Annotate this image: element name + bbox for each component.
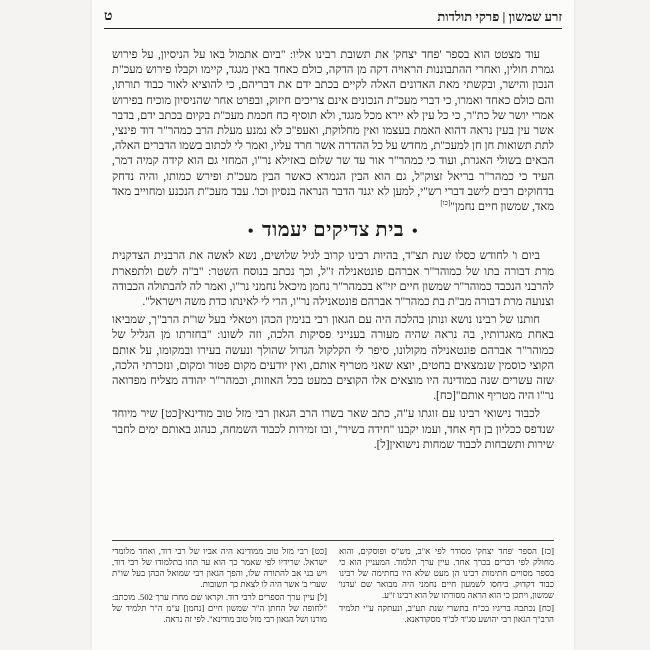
footnote-column-right [339, 546, 554, 646]
footnote-divider [112, 540, 554, 541]
paragraph-wedding: ביום ו' לחודש כסלו שנת תצ"ד, בהיות רבינו קרוב לגיל שלושים, נשא לאשה את הרבנית הצדקנית מרת דבורה בתו של כמוהר"ר אברהם פונטאנילה ז"ל, וכך נכתב בנוסח השטר: "ב"ה לשם ולתפארת להרבני הנכבד כמוהר"ר שמשון חיים יזי"א בכמהר"ר נחמן מיכאל נחמני נר"ו, ואמר לה להבתולה הכבודה וצנועה מרת דבורה מב"ת בת כמהר"ר אברהם פונטאנילה נר"ו, הרי לי לאינתו כדת משה וישראל". [112, 250, 554, 309]
footnote-29: [כט] רבי מזל טוב ממודינא היה אביו של רבי דוד, ואחד מלומדי ישראל. שרידיו לפי שאמר כך הוא עד תחו בתלמודו של רבי דוד, ויש בני אב להתורה שלו, והפך הגאון רבי שמואל הכהן בעל שו"ת שערי ב' אשר היה לו לצאת כך תשובות. [112, 546, 327, 589]
running-head [104, 6, 562, 29]
footnote-column-left [112, 546, 327, 646]
page-number: ט [104, 9, 113, 24]
paragraph-quote-text: עוד מצטט הוא בספר 'פחד יצחק' את תשובת רבינו אליו: "ביום אתמול באו על הניסיון, על פירוש גמרת חולין, ואחרי ההתבוננות הראויה דקה מן הדקה, כולם כאחד באין מגגד, קיימו וקבלו פירוש מעכ"ת הנכון והישר, ובקשתי מאת האדונים האלה לקיים בכתב ידם את דבריהם, כי להוציא לאור כבוד תורתו, והם כולם כאחד ואמרו, כי דברי מעכ"ת הנכונים אינם צריכים חיזוק, ובפרט אחר שהניסיון מוכיח בפירוש אמרי יושר של כת"ר, כי כל עין לא יירא מכל מגגד, ולא תוסיף כח חכמת מעכ"ת בקיום בכתב ידם, בדבר אשר עין בעין נראה דהוא האמת בעצמו ואין מחלוקת, ואעפ"כ לא נמנע מעלת הרב כמהר"ר דוד פינצי, לתת תשואות חן חן למעכ"ת, מחדש על כל ההדרה אשר חרד עליו, ואמר לי לכתוב בשמו הדברים האלה, הבאים בשולי האגרת, ועוד כי כמהר"ר אור עד שר שלום באזילא נר"ו, המחזי גם הוא קידה קמיה דמר, העיד כי כמהר"ר בריאל זצוק"ל, גם הוא הבין הגמרא כאשר הבין מעכ"ת ופירש כמותו, והיה נדחק בדחוקים רבים לישב דברי רש"י, למען לא יגנד הדבר הנראה בנסיון וכו'. עבד מעכ"ת הנכנע ומחוייב מאד מאד, שמשון חיים נחמן" [112, 49, 554, 214]
paragraph-quote [112, 48, 554, 215]
footnote-30: [ל] עיין ערך הספרים לרבי דוד. וקראו שם מחרז ערך 502. מוכתב: "לחופה של החתן ה"ר שמשון חיים [נחמן] ע"מ ה"ר תלמיד של מורנו ושל הגאון רבי מזל טוב מודינא". לפי זה נראה. [112, 592, 327, 624]
footnote-27: [כז] הספר 'פחד יצחק' מסודר לפי א"ב, מש"ס ופוסקים, והוא מחולק לפי דברים בכרך אחד. עיין ערך תלמוד. המעניין הוא כי בספר מסויים חתימות רבינו הן מעט שלא היו בחתימה של רבינו כבוד דקדוק. ביחסו לשמעון חיים נחמני היה מבואר שם 'עדנו' שמשון, ויתכן כי הוא הראה מסורתו של הוא רבינו ז"ע. [339, 546, 554, 600]
main-text [112, 48, 554, 456]
section-title [112, 219, 554, 242]
paragraph-poem: לכבוד נישואי רבינו עם זוגתו ע"ה, כתב שאר בשרו הרב הגאון רבי מזל טוב מודינאי[כט] שיר מיוחד שנדפס ככליון בן דף אחד, ועמו יקבנו "חידה בשיר", ובו זמירות לכבוד השמחה, כנהוג באותם ימים לחבר שירות ותשבחות לכבוד שמחות נישואין[ל]. [112, 408, 554, 451]
paragraph-father-in-law: חותנו של רבינו נושא ונותן בהלכה היה עם הגאון רבי בנימין הכהן ויטאלי בעל שו"ת הרב"ך, שמביאו באחת מאגרותיו, בה נראה שהיה מעורה בענייני פסיקות הלכה, וזה לשונו: "בחזרתו מן הגליל של כמוהר"ר אברהם פונטאנילה מקולונו, סיפר לי הקלקול הגדול שהולך ונעשה בעירו ובמקומו, על אותם הקוצי כוסמין שנמצאים בחטים, יוצא שאני מטריף אותם, ואין יודעים מקום פטור ומקום, ונזכרתי הלכה, שזה עשרים שנה במודינה היו מוצאים אלו הקוצים במעט בכל האוזות, וכמהר"ר יהודה מצליח מפדואה נר"ו היה מטריף אותם"[כח]. [112, 314, 554, 403]
document-page [92, 0, 574, 650]
footnote-28: [כח] נכתבה בריגיו בכ"ח בתשרי שנת תע"ב, ונעתקה ע"י תלמיד הרב"ך הגאון רבי יהושע סג"ד לב"ד מסקודאנא. [339, 603, 554, 624]
footnotes [112, 546, 554, 646]
section-title-text: בית צדיקים יעמוד [261, 219, 404, 242]
footnote-ref-27: [כו] [440, 199, 451, 208]
book-title: זרע שמשון | פרקי תולדות [437, 9, 562, 24]
bullet-icon: • [412, 223, 419, 241]
bullet-icon: • [247, 223, 254, 241]
